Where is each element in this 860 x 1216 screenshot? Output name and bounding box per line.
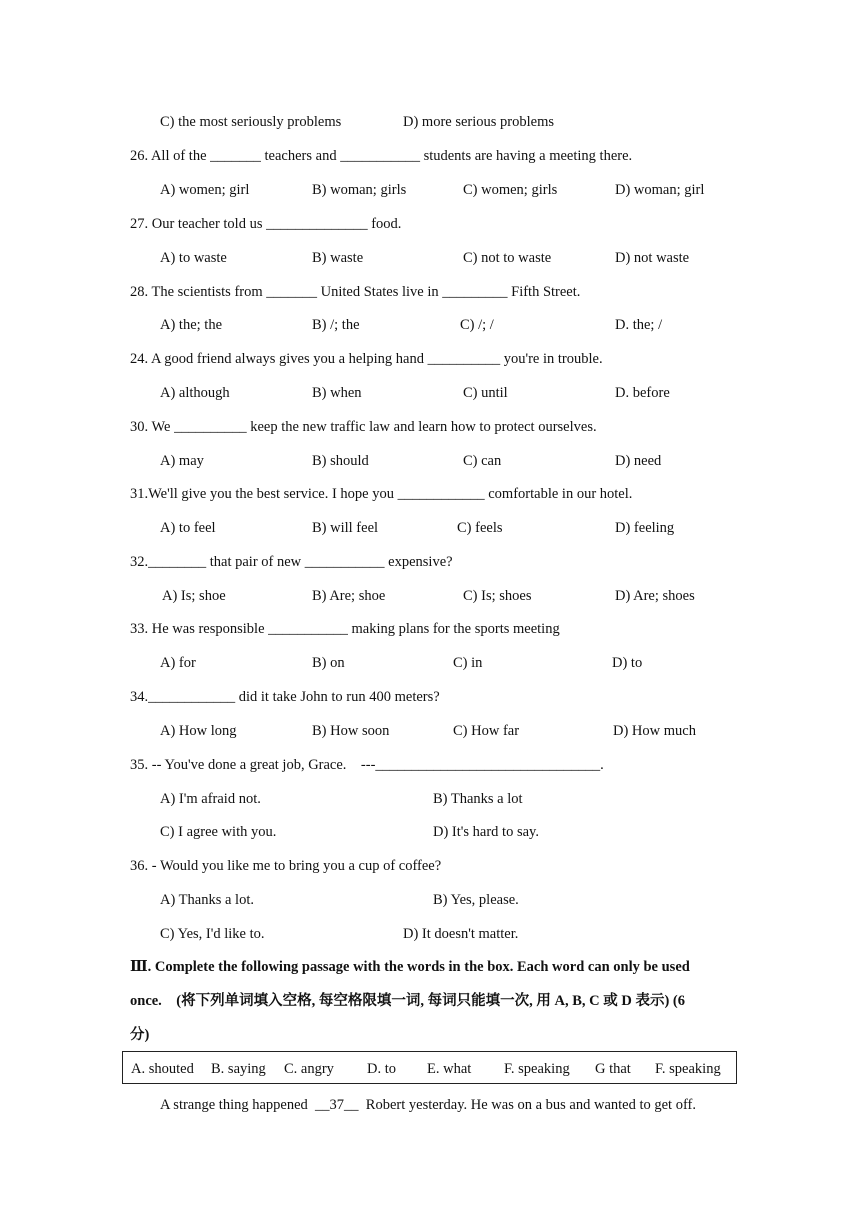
q29-option-b: B) when xyxy=(312,385,362,401)
blank-37: __37__ xyxy=(315,1097,359,1113)
q30-option-b: B) should xyxy=(312,453,369,469)
q35-option-b: B) Thanks a lot xyxy=(433,791,523,807)
word-option: C. angry xyxy=(284,1061,334,1077)
q33-option-d: D) to xyxy=(612,655,643,671)
section-3-instructions-line-2: once. (将下列单词填入空格, 每空格限填一词, 每词只能填一次, 用 A, B, C 或 D 表示) (6 xyxy=(130,993,686,1009)
word-option: E. what xyxy=(427,1061,472,1077)
q29-stem: 24. A good friend always gives you a helping hand __________ you're in trouble. xyxy=(130,351,603,367)
q33-option-c: C) in xyxy=(453,655,483,671)
q35-option-c: C) I agree with you. xyxy=(160,824,277,840)
q35-stem: 35. -- You've done a great job, Grace. ---_______________________________. xyxy=(130,757,604,773)
q29-option-d: D. before xyxy=(615,385,670,401)
q33-stem: 33. He was responsible ___________ making plans for the sports meeting xyxy=(130,621,560,637)
q27-option-a: A) to waste xyxy=(160,250,227,266)
q35-option-a: A) I'm afraid not. xyxy=(160,791,261,807)
word-option: B. saying xyxy=(211,1061,266,1077)
q29-option-a: A) although xyxy=(160,385,230,401)
q28-option-a: A) the; the xyxy=(160,317,223,333)
q32-option-a: A) Is; shoe xyxy=(162,588,226,604)
word-box xyxy=(122,1051,737,1084)
q26-stem: 26. All of the _______ teachers and ___________ students are having a meeting there. xyxy=(130,148,633,164)
q26-option-a: A) women; girl xyxy=(160,182,250,198)
q34-option-c: C) How far xyxy=(453,723,520,739)
q34-option-b: B) How soon xyxy=(312,723,390,739)
word-option: F. speaking xyxy=(504,1061,570,1077)
q30-option-a: A) may xyxy=(160,453,204,469)
q26-option-c: C) women; girls xyxy=(463,182,558,198)
q33-option-a: A) for xyxy=(160,655,196,671)
q31-option-b: B) will feel xyxy=(312,520,379,536)
q34-option-d: D) How much xyxy=(613,723,696,739)
section-3-instructions-line-1: Ⅲ. Complete the following passage with the words in the box. Each word can only be used xyxy=(130,959,690,975)
q36-option-d: D) It doesn't matter. xyxy=(403,926,519,942)
word-option: A. shouted xyxy=(131,1061,194,1077)
word-option: D. to xyxy=(367,1061,396,1077)
q34-stem: 34.____________ did it take John to run 400 meters? xyxy=(130,689,440,705)
q25-option-d: D) more serious problems xyxy=(403,114,555,130)
q31-stem: 31.We'll give you the best service. I hope you ____________ comfortable in our hotel. xyxy=(130,486,633,502)
q33-option-b: B) on xyxy=(312,655,345,671)
q32-option-d: D) Are; shoes xyxy=(615,588,695,604)
q31-option-d: D) feeling xyxy=(615,520,675,536)
q29-option-c: C) until xyxy=(463,385,508,401)
q28-option-b: B) /; the xyxy=(312,317,360,333)
q28-option-c: C) /; / xyxy=(460,317,494,333)
passage-text-before: A strange thing happened xyxy=(160,1097,316,1113)
q34-option-a: A) How long xyxy=(160,723,237,739)
q32-stem: 32.________ that pair of new ___________ expensive? xyxy=(130,554,453,570)
q36-option-c: C) Yes, I'd like to. xyxy=(160,926,265,942)
q27-option-d: D) not waste xyxy=(615,250,690,266)
q30-option-c: C) can xyxy=(463,453,502,469)
q27-option-c: C) not to waste xyxy=(463,250,552,266)
q35-option-d: D) It's hard to say. xyxy=(433,824,539,840)
q27-option-b: B) waste xyxy=(312,250,364,266)
q32-option-c: C) Is; shoes xyxy=(463,588,532,604)
q32-option-b: B) Are; shoe xyxy=(312,588,386,604)
word-option: F. speaking xyxy=(655,1061,721,1077)
word-option: G that xyxy=(595,1061,631,1077)
q36-stem: 36. - Would you like me to bring you a cup of coffee? xyxy=(130,858,442,874)
passage-text-after: Robert yesterday. He was on a bus and wanted to get off. xyxy=(358,1097,696,1113)
q31-option-c: C) feels xyxy=(457,520,503,536)
passage-line-1 xyxy=(160,1096,696,1114)
q26-option-d: D) woman; girl xyxy=(615,182,705,198)
q27-stem: 27. Our teacher told us ______________ food. xyxy=(130,216,402,232)
q28-option-d: D. the; / xyxy=(615,317,663,333)
q26-option-b: B) woman; girls xyxy=(312,182,407,198)
q25-option-c: C) the most seriously problems xyxy=(160,114,342,130)
q30-option-d: D) need xyxy=(615,453,662,469)
q28-stem: 28. The scientists from _______ United States live in _________ Fifth Street. xyxy=(130,284,581,300)
q30-stem: 30. We __________ keep the new traffic law and learn how to protect ourselves. xyxy=(130,419,597,435)
q36-option-a: A) Thanks a lot. xyxy=(160,892,254,908)
q31-option-a: A) to feel xyxy=(160,520,216,536)
section-3-instructions-line-3: 分) xyxy=(130,1027,150,1043)
q36-option-b: B) Yes, please. xyxy=(433,892,519,908)
